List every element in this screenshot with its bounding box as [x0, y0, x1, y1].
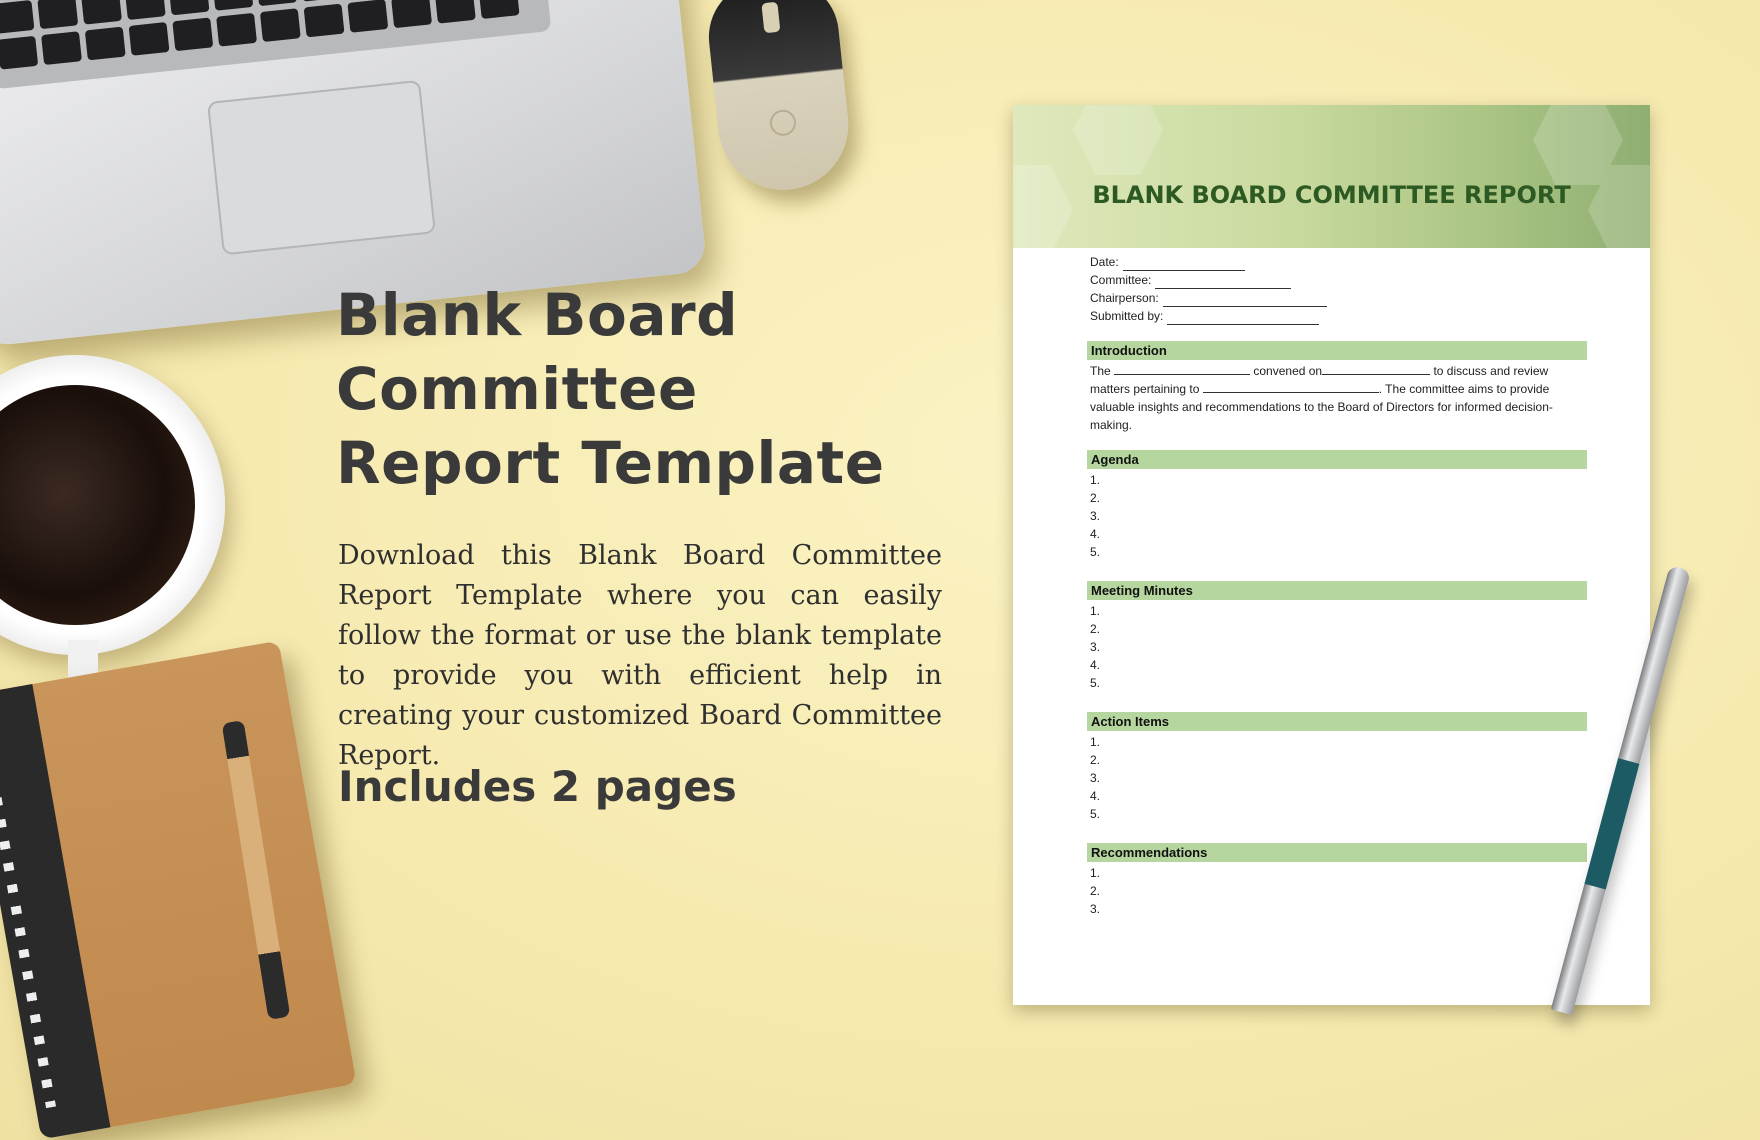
recommendations-list — [1090, 864, 1587, 918]
field-date-label: Date: — [1090, 255, 1119, 269]
document-title: BLANK BOARD COMMITTEE REPORT — [1092, 181, 1571, 209]
document-header-banner — [1013, 105, 1650, 248]
section-agenda-heading: Agenda — [1087, 450, 1587, 469]
field-committee — [1090, 271, 1587, 289]
list-item: 3. — [1090, 902, 1101, 916]
description-text: Download this Blank Board Committee Report Template where you can easily follow the format or use the blank template to provide you with efficient help in creating your customized Board Committee Report. — [338, 540, 942, 771]
field-date — [1090, 253, 1587, 271]
list-item: 1. — [1090, 604, 1101, 618]
field-committee-label: Committee: — [1090, 273, 1152, 287]
list-item: 3. — [1090, 509, 1101, 523]
list-item: 1. — [1090, 473, 1101, 487]
computer-mouse-image — [703, 0, 854, 196]
field-submitted-by — [1090, 307, 1587, 325]
list-item: 1. — [1090, 866, 1101, 880]
list-item: 5. — [1090, 676, 1101, 690]
list-item: 2. — [1090, 753, 1101, 767]
field-chairperson — [1090, 289, 1587, 307]
document-body — [1090, 253, 1587, 918]
section-meeting-minutes-heading: Meeting Minutes — [1087, 581, 1587, 600]
list-item: 4. — [1090, 658, 1101, 672]
document-preview — [1013, 105, 1650, 1005]
section-recommendations-heading: Recommendations — [1087, 843, 1587, 862]
meeting-minutes-list — [1090, 602, 1587, 692]
laptop-keyboard — [0, 0, 551, 89]
section-action-items-heading: Action Items — [1087, 712, 1587, 731]
list-item: 4. — [1090, 789, 1101, 803]
list-item: 3. — [1090, 640, 1101, 654]
introduction-paragraph: The convened on to discuss and review matters pertaining to . The committee aims to provide valuable insights and recommendations to the Board of Directors for informed decision-making. — [1090, 364, 1553, 432]
action-items-list — [1090, 733, 1587, 823]
pages-note: Includes 2 pages — [338, 762, 737, 811]
notebook-image — [0, 641, 357, 1140]
headline: Blank Board Committee Report Template — [336, 281, 885, 497]
section-introduction-heading: Introduction — [1087, 341, 1587, 360]
laptop-trackpad — [207, 80, 436, 256]
list-item: 5. — [1090, 545, 1101, 559]
list-item: 3. — [1090, 771, 1101, 785]
list-item: 2. — [1090, 491, 1101, 505]
list-item: 2. — [1090, 884, 1101, 898]
list-item: 5. — [1090, 807, 1101, 821]
list-item: 4. — [1090, 527, 1101, 541]
field-chairperson-label: Chairperson: — [1090, 291, 1159, 305]
agenda-list — [1090, 471, 1587, 561]
list-item: 1. — [1090, 735, 1101, 749]
field-submitted-by-label: Submitted by: — [1090, 309, 1164, 323]
list-item: 2. — [1090, 622, 1101, 636]
